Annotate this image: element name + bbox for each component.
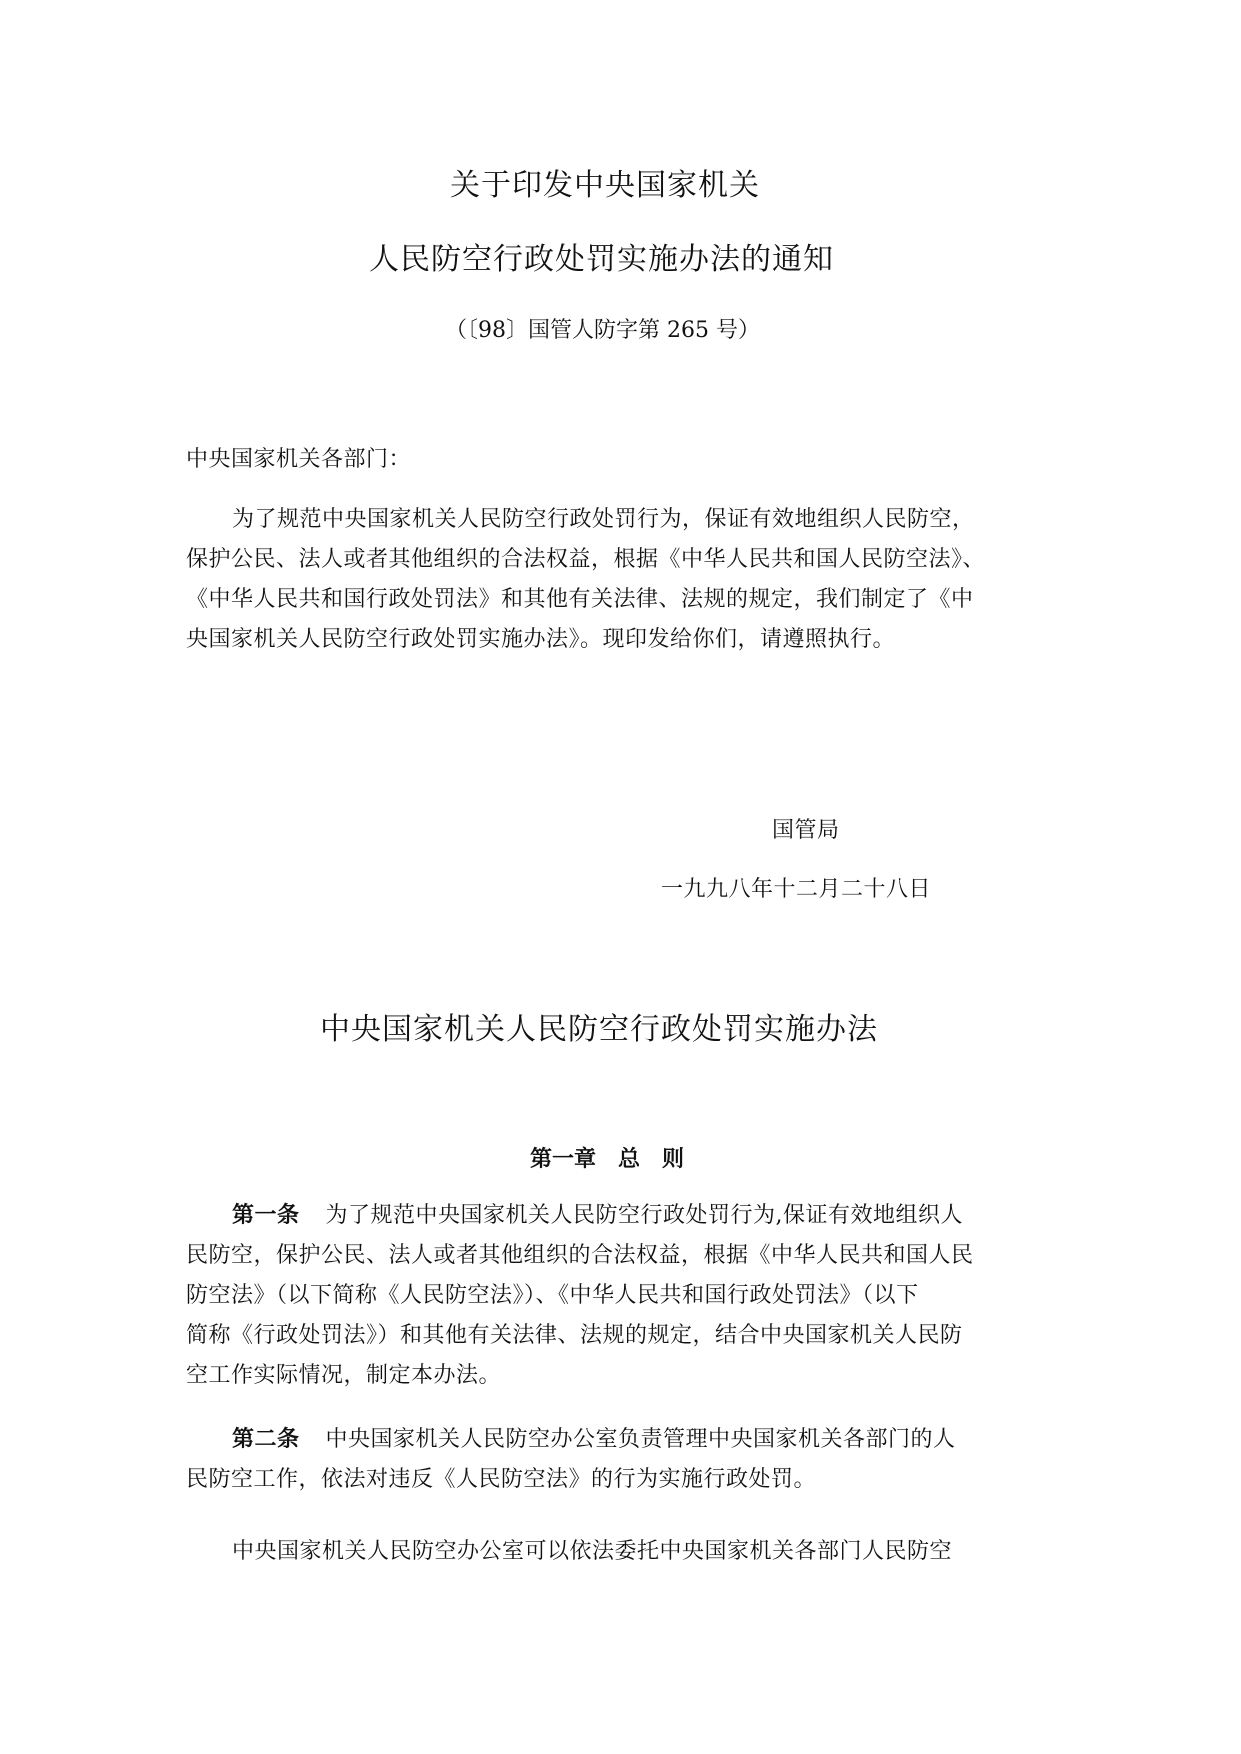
notice-title-line-2: 人民防空行政处罚实施办法的通知: [369, 242, 834, 277]
article-2-paragraph-2-line: [186, 1532, 1086, 1572]
notice-title-line-1: 关于印发中央国家机关: [450, 168, 760, 203]
article-2: [186, 1420, 1086, 1500]
article-1: [186, 1196, 1086, 1396]
notice-body-line: [186, 500, 1086, 540]
notice-body-line-1: 为了规范中央国家机关人民防空行政处罚行为，保证有效地组织人民防空，: [232, 507, 975, 532]
article-2-paragraph-2-text: 中央国家机关人民防空办公室可以依法委托中央国家机关各部门人民防空: [232, 1539, 953, 1564]
article-2-first-line: [186, 1420, 1086, 1460]
article-1-line-5: 空工作实际情况，制定本办法。: [186, 1363, 502, 1388]
measures-title: 中央国家机关人民防空行政处罚实施办法: [320, 1012, 878, 1047]
article-1-line-4: 简称《行政处罚法》）和其他有关法律、法规的规定，结合中央国家机关人民防: [186, 1323, 963, 1348]
article-2-line-2: 民防空工作，依法对违反《人民防空法》的行为实施行政处罚。: [186, 1467, 817, 1492]
document-number: （〔98〕国管人防字第 265 号）: [445, 318, 760, 343]
article-2-line-1: 中央国家机关人民防空办公室负责管理中央国家机关各部门的人: [325, 1427, 956, 1452]
article-2-label: 第二条: [232, 1427, 300, 1452]
article-1-label: 第一条: [232, 1203, 300, 1228]
article-1-line-3: 防空法》（以下简称《人民防空法》）、《中华人民共和国行政处罚法》（以下: [186, 1283, 919, 1308]
notice-body-line-4: 央国家机关人民防空行政处罚实施办法》。现印发给你们，请遵照执行。: [186, 627, 896, 652]
article-1-line-1: 为了规范中央国家机关人民防空行政处罚行为,保证有效地组织人: [325, 1203, 964, 1228]
issuer: 国管局: [772, 818, 840, 843]
article-1-line-2: 民防空，保护公民、法人或者其他组织的合法权益，根据《中华人民共和国人民: [186, 1243, 974, 1268]
article-2-paragraph-2: [186, 1532, 1086, 1572]
notice-body: [186, 500, 1086, 660]
issue-date: 一九九八年十二月二十八日: [661, 877, 932, 902]
notice-body-line-2: 保护公民、法人或者其他组织的合法权益，根据《中华人民共和国人民防空法》、: [186, 547, 986, 572]
notice-body-line-3: 《中华人民共和国行政处罚法》和其他有关法律、法规的规定，我们制定了《中: [186, 587, 974, 612]
article-1-first-line: [186, 1196, 1086, 1236]
chapter-heading: 第一章 总 则: [530, 1147, 685, 1172]
salutation: 中央国家机关各部门：: [186, 447, 412, 472]
